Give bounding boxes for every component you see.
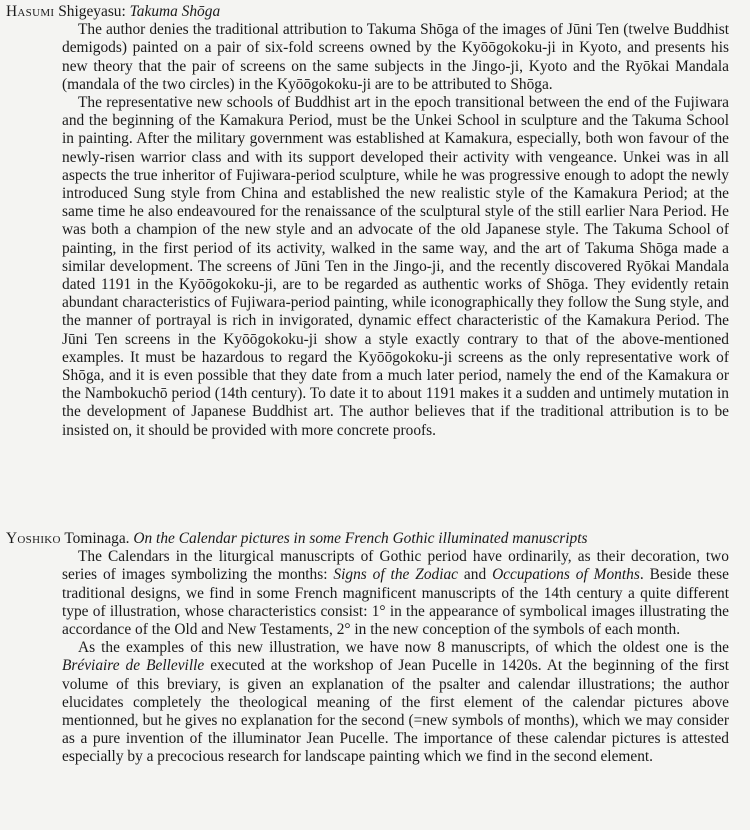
abstract-entry-hasumi xyxy=(0,3,750,440)
author-given-name: Shigeyasu: xyxy=(58,3,126,20)
italic-term: Signs of the Zodiac xyxy=(333,566,459,584)
paragraph-text: executed at the workshop of Jean Pucelle in 1420s. At the beginning of the first volume of this breviary, is given an explanation of the psalter and calendar illustrations; the author elucidates completely the theological meaning of the first element of the calendar pictures above mentionned, but he gives no explanation for the second (=new symbols of months), which we may consider as a pure invention of the illuminator Jean Pucelle. The importance of these calendar pictures is attested especially by a precocious research for landscape painting which we find in the second element. xyxy=(62,657,729,766)
abstract-paragraph xyxy=(0,639,750,766)
author-surname: Yoshiko xyxy=(6,530,61,547)
abstract-paragraph: The author denies the traditional attribution to Takuma Shōga of the images of Jūni Ten (twelve Buddhist demigods) painted on a pair of six-fold screens owned by the Kyōōgokoku-ji in Kyoto, and presents his new theory that the pair of screens on the same subjects in the Jingo-ji, Kyoto and the Ryōkai Mandala (mandala of the two circles) in the Kyōōgokoku-ji are to be attributed to Shōga. xyxy=(62,21,729,93)
abstract-paragraph: The representative new schools of Buddhist art in the epoch transitional between the end of the Fujiwara and the beginning of the Kamakura Period, must be the Unkei School in sculpture and the Takuma School in painting. After the military government was established at Kamakura, especially, both won favour of the newly-risen warrior class and with its support developed their activity with vengeance. Unkei was in all aspects the true inheritor of Fujiwara-period sculpture, while he was progressive enough to adopt the newly introduced Sung style from China and established the new realistic style of the Kamakura Period; at the same time he also endeavoured for the renaissance of the sculptural style of the still earlier Nara Period. He was both a champion of the new style and an advocate of the old Japanese style. The Takuma School of painting, in the first period of its activity, walked in the same way, and the art of Takuma Shōga made a similar development. The screens of Jūni Ten in the Jingo-ji, and the recently discovered Ryōkai Mandala dated 1191 in the Kyōōgokoku-ji, are to be regarded as authentic works of Shōga. They evidently retain abundant characteristics of Fujiwara-period painting, while iconographically they follow the Sung style, and the manner of portrayal is rich in invigorated, dynamic effect characteristic of the Kamakura Period. The Jūni Ten screens in the Kyōōgokoku-ji show a style exactly contrary to that of the above-mentioned examples. It must be hazardous to regard the Kyōōgokoku-ji screens as the only representative work of Shōga, and it is even possible that they date from a much later period, namely the end of the Kamakura or the Nambokuchō period (14th century). To date it to about 1191 makes it a sudden and untimely mutation in the development of Japanese Buddhist art. The author believes that if the traditional attribution is to be insisted on, it should be provided with more concrete proofs. xyxy=(62,94,729,439)
paragraph-text: and xyxy=(458,566,493,584)
italic-term: Occupations of Months xyxy=(492,566,640,584)
paragraph-text: As the examples of this new illustration, we have now 8 manuscripts, of which the oldest one is the xyxy=(78,639,729,657)
abstract-entry-tominaga xyxy=(0,530,750,767)
paragraph-text: . Beside these traditional designs, we find in some French magnificent manuscripts of the 14th century a quite different type of illustration, whose characteristics consist: 1° in the appearance of symbolical images illustrating the accordance of the Old and New Testaments, 2° in the new conception of the symbols of each month. xyxy=(62,566,730,639)
author-surname: Hasumi xyxy=(6,3,55,20)
paragraph-text: The Calendars in the liturgical manuscripts of Gothic period have ordinarily, as their decoration, two series of images symbolizing the months: xyxy=(62,548,729,584)
article-title: On the Calendar pictures in some French Gothic illuminated manuscripts xyxy=(133,530,588,547)
italic-term: Bréviaire de Belleville xyxy=(62,657,205,675)
entry-heading xyxy=(0,3,750,21)
article-title: Takuma Shōga xyxy=(129,3,221,20)
entry-heading xyxy=(0,530,750,548)
abstract-paragraph xyxy=(0,548,750,639)
author-given-name: Tominaga. xyxy=(64,530,130,547)
